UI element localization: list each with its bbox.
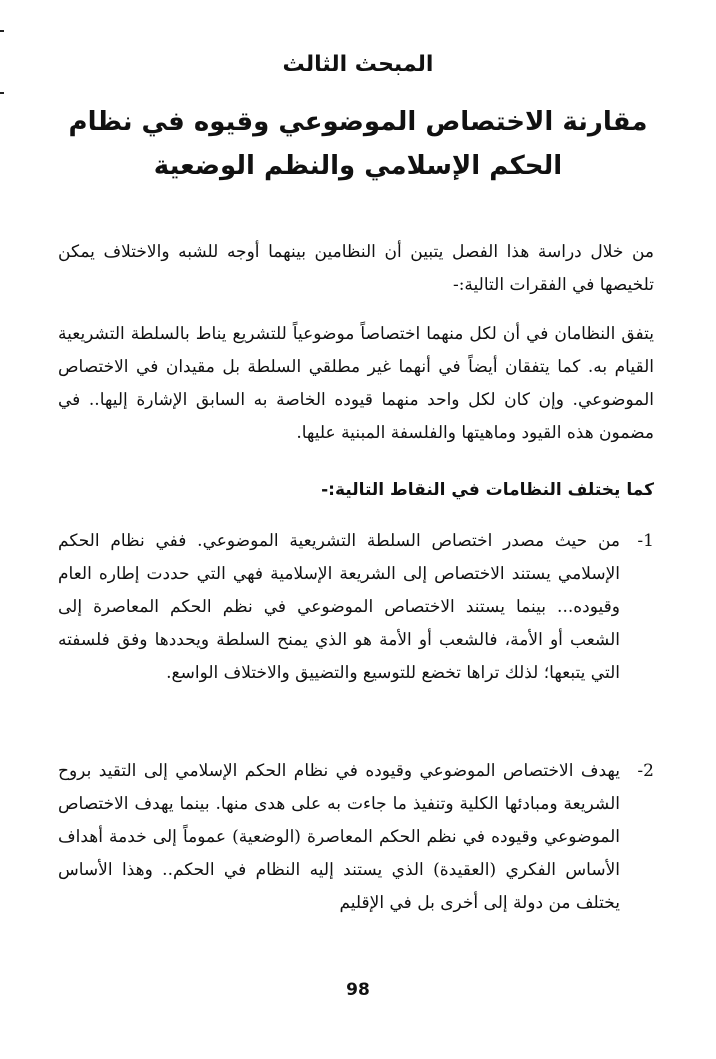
list-item-text: يهدف الاختصاص الموضوعي وقيوده في نظام الحكم الإسلامي إلى التقيد بروح الشريعة ومبادئها الكلية وتنفيذ ما جاءت به على هدى منها. بينما يهدف الاختصاص الموضوعي وقيوده في نظم الحكم المعاصرة (الوضعية) عموماً إلى خدمة أهداف الأساس الفكري (العقيدة) الذي يستند إليه النظام في الحكم.. وهذا الأساس يختلف من دولة إلى أخرى بل في الإقليم bbox=[58, 761, 620, 913]
edge-mark bbox=[0, 30, 4, 32]
agreement-paragraph: يتفق النظامان في أن لكل منهما اختصاصاً موضوعياً للتشريع يناط بالسلطة التشريعية القيام به. كما يتفقان أيضاً في أنهما غير مطلقي السلطة بل مقيدان في الاختصاص الموضوعي. وإن كان لكل واحد منهما قيوده الخاصة به السابق الإشارة إليها.. في مضمون هذه القيود وماهيتها والفلسفة المبنية عليها. bbox=[58, 324, 654, 443]
section-label: المبحث الثالث bbox=[282, 52, 434, 77]
page-number: 98 bbox=[346, 980, 370, 1000]
page-title: مقارنة الاختصاص الموضوعي وقيوه في نظام الحكم الإسلامي والنظم الوضعية bbox=[68, 107, 648, 181]
intro-paragraph: من خلال دراسة هذا الفصل يتبين أن النظامين بينهما أوجه للشبه والاختلاف يمكن تلخيصها في الفقرات التالية:- bbox=[58, 242, 654, 295]
list-item-number: 1- bbox=[637, 531, 654, 551]
list-item-text: من حيث مصدر اختصاص السلطة التشريعية الموضوعي. ففي نظام الحكم الإسلامي يستند الاختصاص إلى الشريعة الإسلامية فهي التي حددت إطاره العام وقيوده... بينما يستند الاختصاص الموضوعي في نظم الحكم المعاصرة إلى الشعب أو الأمة، فالشعب أو الأمة هو الذي يمنح السلطة ويحددها وفق فلسفته التي يتبعها؛ لذلك تراها تخضع للتوسيع والتضييق والاختلاف الواسع. bbox=[58, 531, 620, 683]
differences-heading: كما يختلف النظامات في النقاط التالية:- bbox=[321, 480, 654, 500]
list-item bbox=[58, 755, 654, 920]
list-item-number: 2- bbox=[637, 761, 654, 781]
list-item bbox=[58, 525, 654, 690]
edge-mark bbox=[0, 92, 4, 94]
